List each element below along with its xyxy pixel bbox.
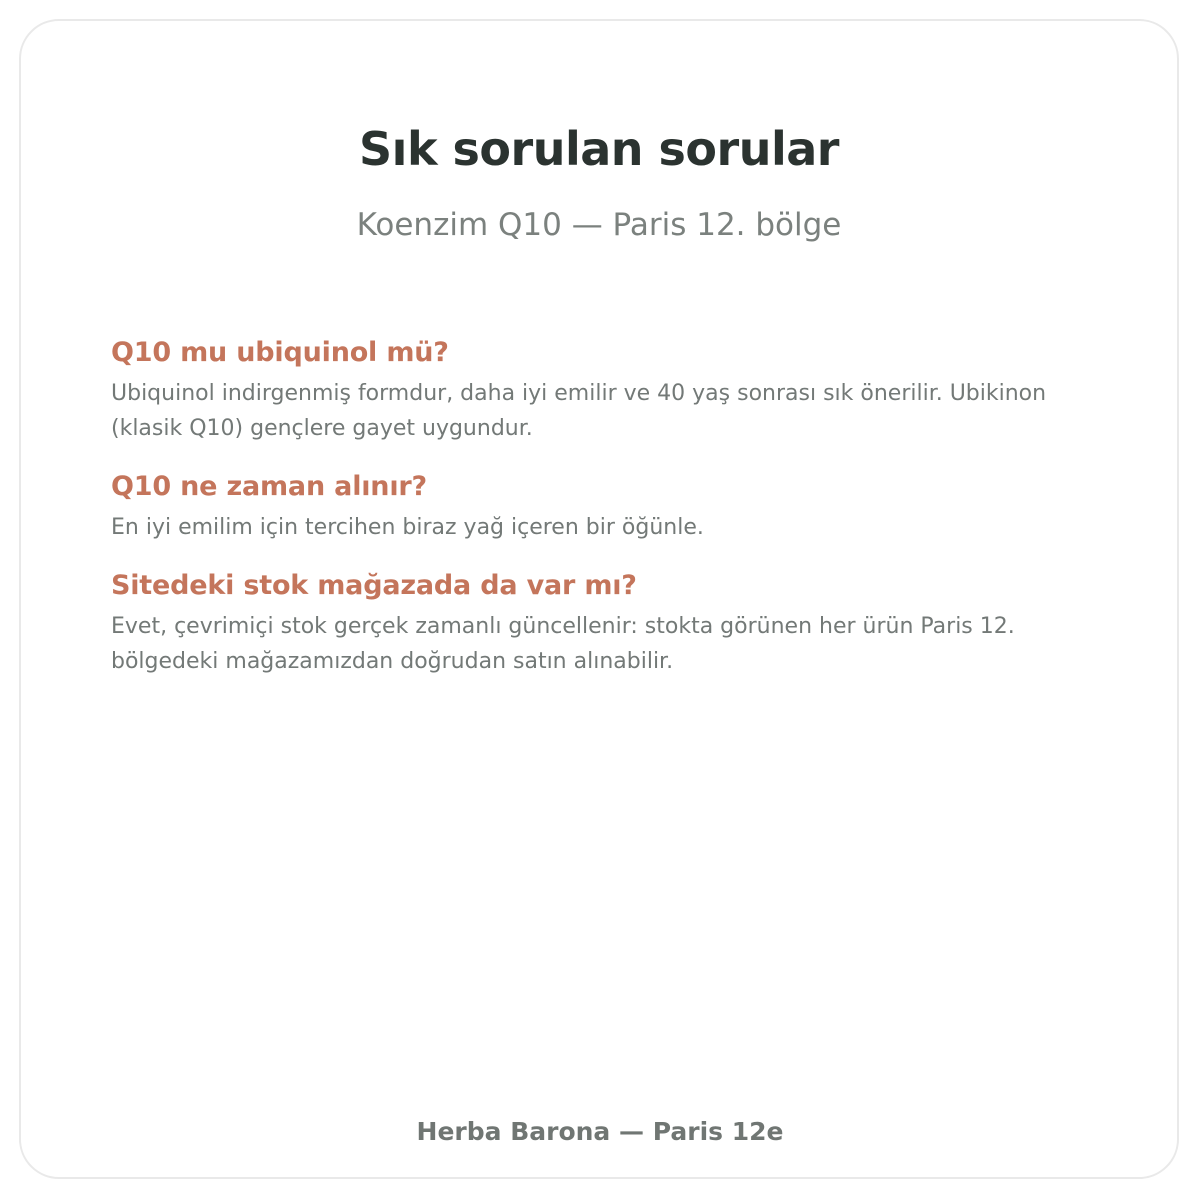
faq-question: Q10 mu ubiquinol mü? [111,337,449,368]
faq-answer: En iyi emilim için tercihen biraz yağ içeren bir öğünle. [111,515,704,540]
faq-answer: Evet, çevrimiçi stok gerçek zamanlı güncellenir: stokta görünen her ürün Paris 12. bölgedeki mağazamızdan doğrudan satın alınabilir. [111,614,1015,674]
faq-question: Sitedeki stok mağazada da var mı? [111,570,637,601]
faq-answer: Ubiquinol indirgenmiş formdur, daha iyi emilir ve 40 yaş sonrası sık önerilir. Ubikinon (klasik Q10) gençlere gayet uygundur. [111,381,1047,441]
faq-item [111,567,1081,679]
faq-question: Q10 ne zaman alınır? [111,471,427,502]
faq-list [111,334,1081,701]
page-title: Sık sorulan sorular [359,122,839,176]
page-subtitle: Koenzim Q10 — Paris 12. bölge [356,207,842,243]
faq-item [111,468,1081,545]
faq-item [111,334,1081,446]
footer-brand: Herba Barona — Paris 12e [416,1117,784,1146]
